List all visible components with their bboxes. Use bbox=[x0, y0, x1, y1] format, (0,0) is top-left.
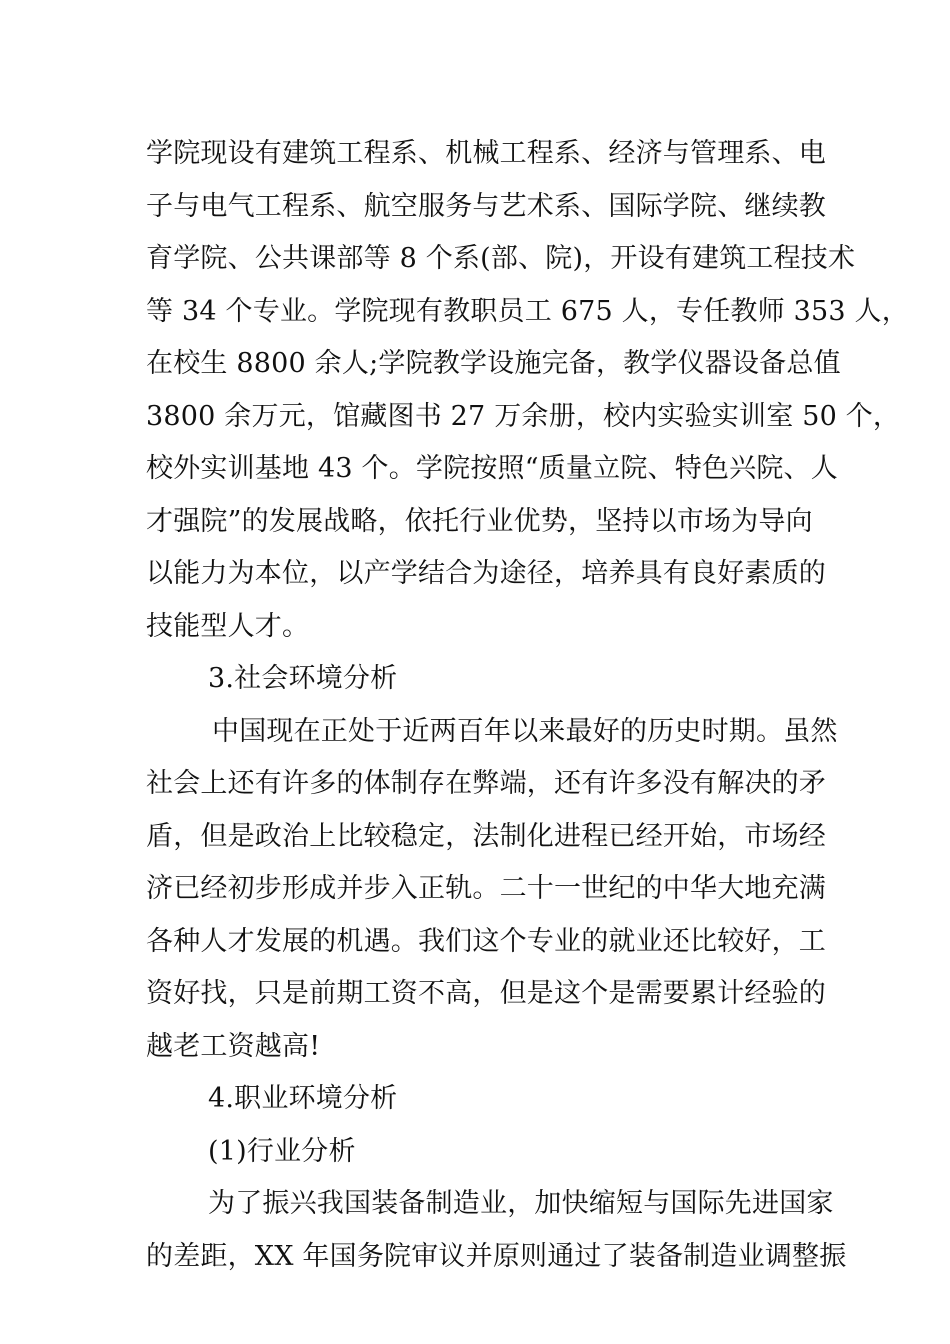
paragraph-line: 3800 余万元，馆藏图书 27 万余册，校内实验实训室 50 个， bbox=[146, 400, 901, 432]
paragraph-line: 越老工资越高! bbox=[146, 1030, 321, 1062]
paragraph-line: 学院现设有建筑工程系、机械工程系、经济与管理系、电 bbox=[146, 138, 826, 169]
document-body bbox=[146, 128, 909, 1283]
section-heading: 3.社会环境分析 bbox=[208, 663, 398, 694]
paragraph-line: 校外实训基地 43 个。学院按照“质量立院、特色兴院、人 bbox=[146, 453, 838, 484]
paragraph-line: 社会上还有许多的体制存在弊端，还有许多没有解决的矛 bbox=[146, 768, 826, 799]
paragraph-line: 的差距，XX 年国务院审议并原则通过了装备制造业调整振 bbox=[146, 1240, 847, 1272]
paragraph-line: 子与电气工程系、航空服务与艺术系、国际学院、继续教 bbox=[146, 190, 826, 222]
paragraph-line: 等 34 个专业。学院现有教职员工 675 人，专任教师 353 人， bbox=[146, 295, 909, 327]
paragraph-line: 资好找，只是前期工资不高，但是这个是需要累计经验的 bbox=[146, 978, 826, 1009]
paragraph-line: 以能力为本位，以产学结合为途径，培养具有良好素质的 bbox=[146, 558, 826, 589]
paragraph-line: 育学院、公共课部等 8 个系(部、院)，开设有建筑工程技术 bbox=[146, 243, 856, 274]
subsection-heading: (1)行业分析 bbox=[208, 1135, 356, 1167]
paragraph-line: 在校生 8800 余人;学院教学设施完备，教学仪器设备总值 bbox=[146, 348, 841, 379]
paragraph-line: 各种人才发展的机遇。我们这个专业的就业还比较好，工 bbox=[146, 925, 826, 957]
paragraph-line: 盾，但是政治上比较稳定，法制化进程已经开始，市场经 bbox=[146, 820, 826, 852]
paragraph-line: 才强院”的发展战略，依托行业优势，坚持以市场为导向 bbox=[146, 505, 813, 537]
paragraph-line: 技能型人才。 bbox=[146, 610, 310, 642]
paragraph-line: 中国现在正处于近两百年以来最好的历史时期。虽然 bbox=[212, 715, 838, 747]
paragraph-line: 为了振兴我国装备制造业，加快缩短与国际先进国家 bbox=[208, 1188, 834, 1219]
section-heading: 4.职业环境分析 bbox=[208, 1083, 398, 1114]
paragraph-line: 济已经初步形成并步入正轨。二十一世纪的中华大地充满 bbox=[146, 873, 826, 904]
